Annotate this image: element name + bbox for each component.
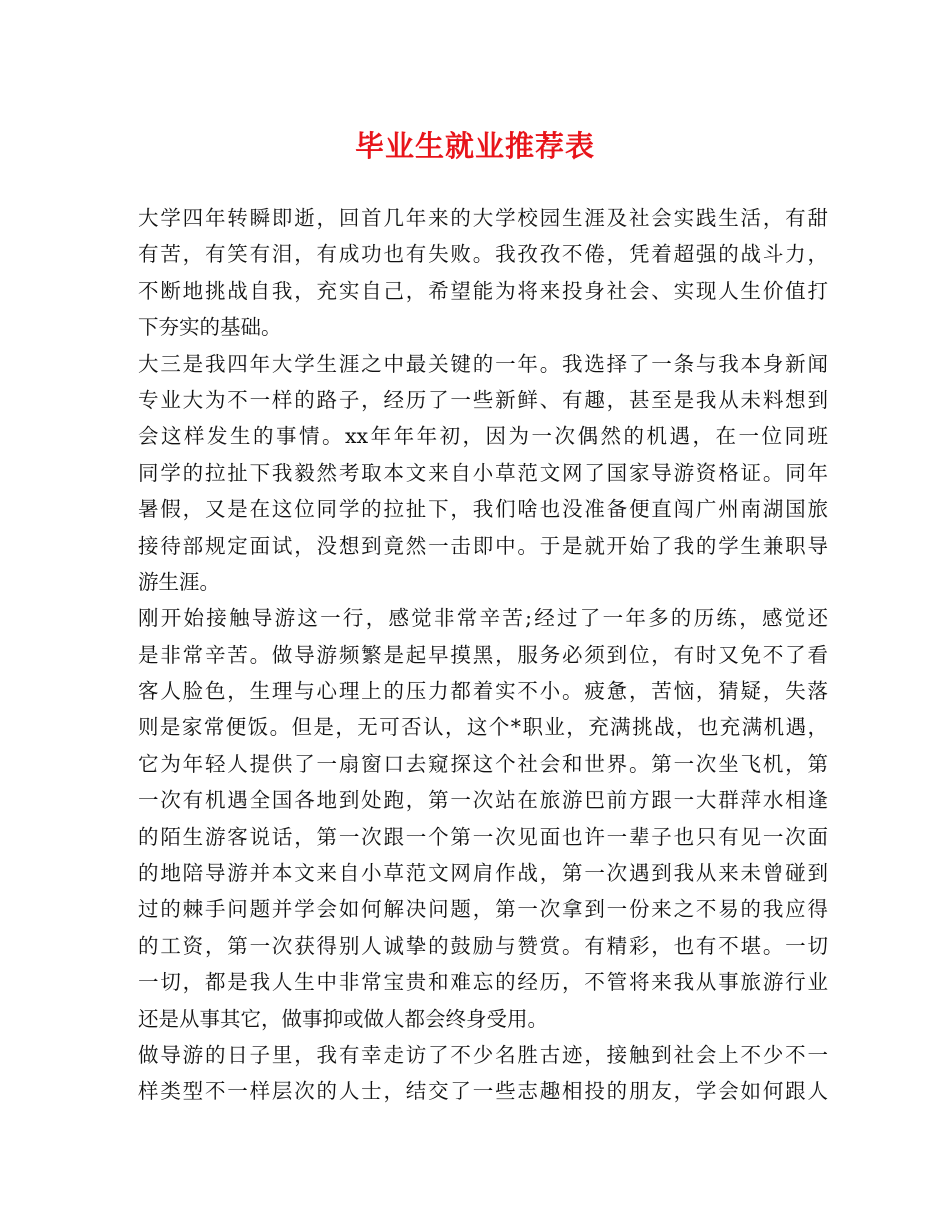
text-line: 是非常辛苦。做导游频繁是起早摸黑，服务必须到位，有时又免不了看 (138, 642, 828, 667)
text-line: 游生涯。 (138, 569, 220, 594)
text-line: 一次有机遇全国各地到处跑，第一次站在旅游巴前方跟一大群萍水相逢 (138, 788, 828, 813)
text-line: 不断地挑战自我，充实自己，希望能为将来投身社会、实现人生价值打 (138, 278, 828, 303)
text-line: 同学的拉扯下我毅然考取本文来自小草范文网了国家导游资格证。同年 (138, 460, 828, 485)
text-line: 一切，都是我人生中非常宝贵和难忘的经历，不管将来我从事旅游行业 (138, 970, 828, 995)
text-line: 过的棘手问题并学会如何解决问题，第一次拿到一份来之不易的我应得 (138, 897, 828, 922)
text-line: 样类型不一样层次的人士，结交了一些志趣相投的朋友，学会如何跟人 (138, 1079, 828, 1104)
text-line: 的陌生游客说话，第一次跟一个第一次见面也许一辈子也只有见一次面 (138, 824, 828, 849)
text-line: 做导游的日子里，我有幸走访了不少名胜古迹，接触到社会上不少不一 (138, 1042, 828, 1067)
text-line: 大三是我四年大学生涯之中最关键的一年。我选择了一条与我本身新闻 (138, 351, 828, 376)
text-line: 大学四年转瞬即逝，回首几年来的大学校园生涯及社会实践生活，有甜 (138, 206, 828, 230)
text-line: 客人脸色，生理与心理上的压力都着实不小。疲惫，苦恼，猜疑，失落 (138, 679, 828, 704)
text-line: 暑假，又是在这位同学的拉扯下，我们啥也没准备便直闯广州南湖国旅 (138, 497, 828, 522)
text-line: 专业大为不一样的路子，经历了一些新鲜、有趣，甚至是我从未料想到 (138, 387, 828, 412)
text-line: 有苦，有笑有泪，有成功也有失败。我孜孜不倦，凭着超强的战斗力， (138, 242, 828, 267)
text-line: 刚开始接触导游这一行，感觉非常辛苦;经过了一年多的历练，感觉还 (138, 606, 828, 631)
text-line: 接待部规定面试，没想到竟然一击即中。于是就开始了我的学生兼职导 (138, 533, 828, 558)
text-line: 的工资，第一次获得别人诚挚的鼓励与赞赏。有精彩，也有不堪。一切 (138, 933, 828, 958)
text-line: 的地陪导游并本文来自小草范文网肩作战，第一次遇到我从来未曾碰到 (138, 861, 828, 886)
text-line: 还是从事其它，做事抑或做人都会终身受用。 (138, 1006, 548, 1031)
text-line: 它为年轻人提供了一扇窗口去窥探这个社会和世界。第一次坐飞机，第 (138, 751, 828, 776)
text-line: 则是家常便饭。但是，无可否认，这个*职业，充满挑战，也充满机遇， (138, 715, 828, 740)
text-line: 会这样发生的事情。xx年年年初，因为一次偶然的机遇，在一位同班 (138, 424, 828, 449)
document-title: 毕业生就业推荐表 (354, 129, 595, 163)
text-line: 下夯实的基础。 (138, 315, 282, 340)
document-body (138, 200, 828, 1110)
